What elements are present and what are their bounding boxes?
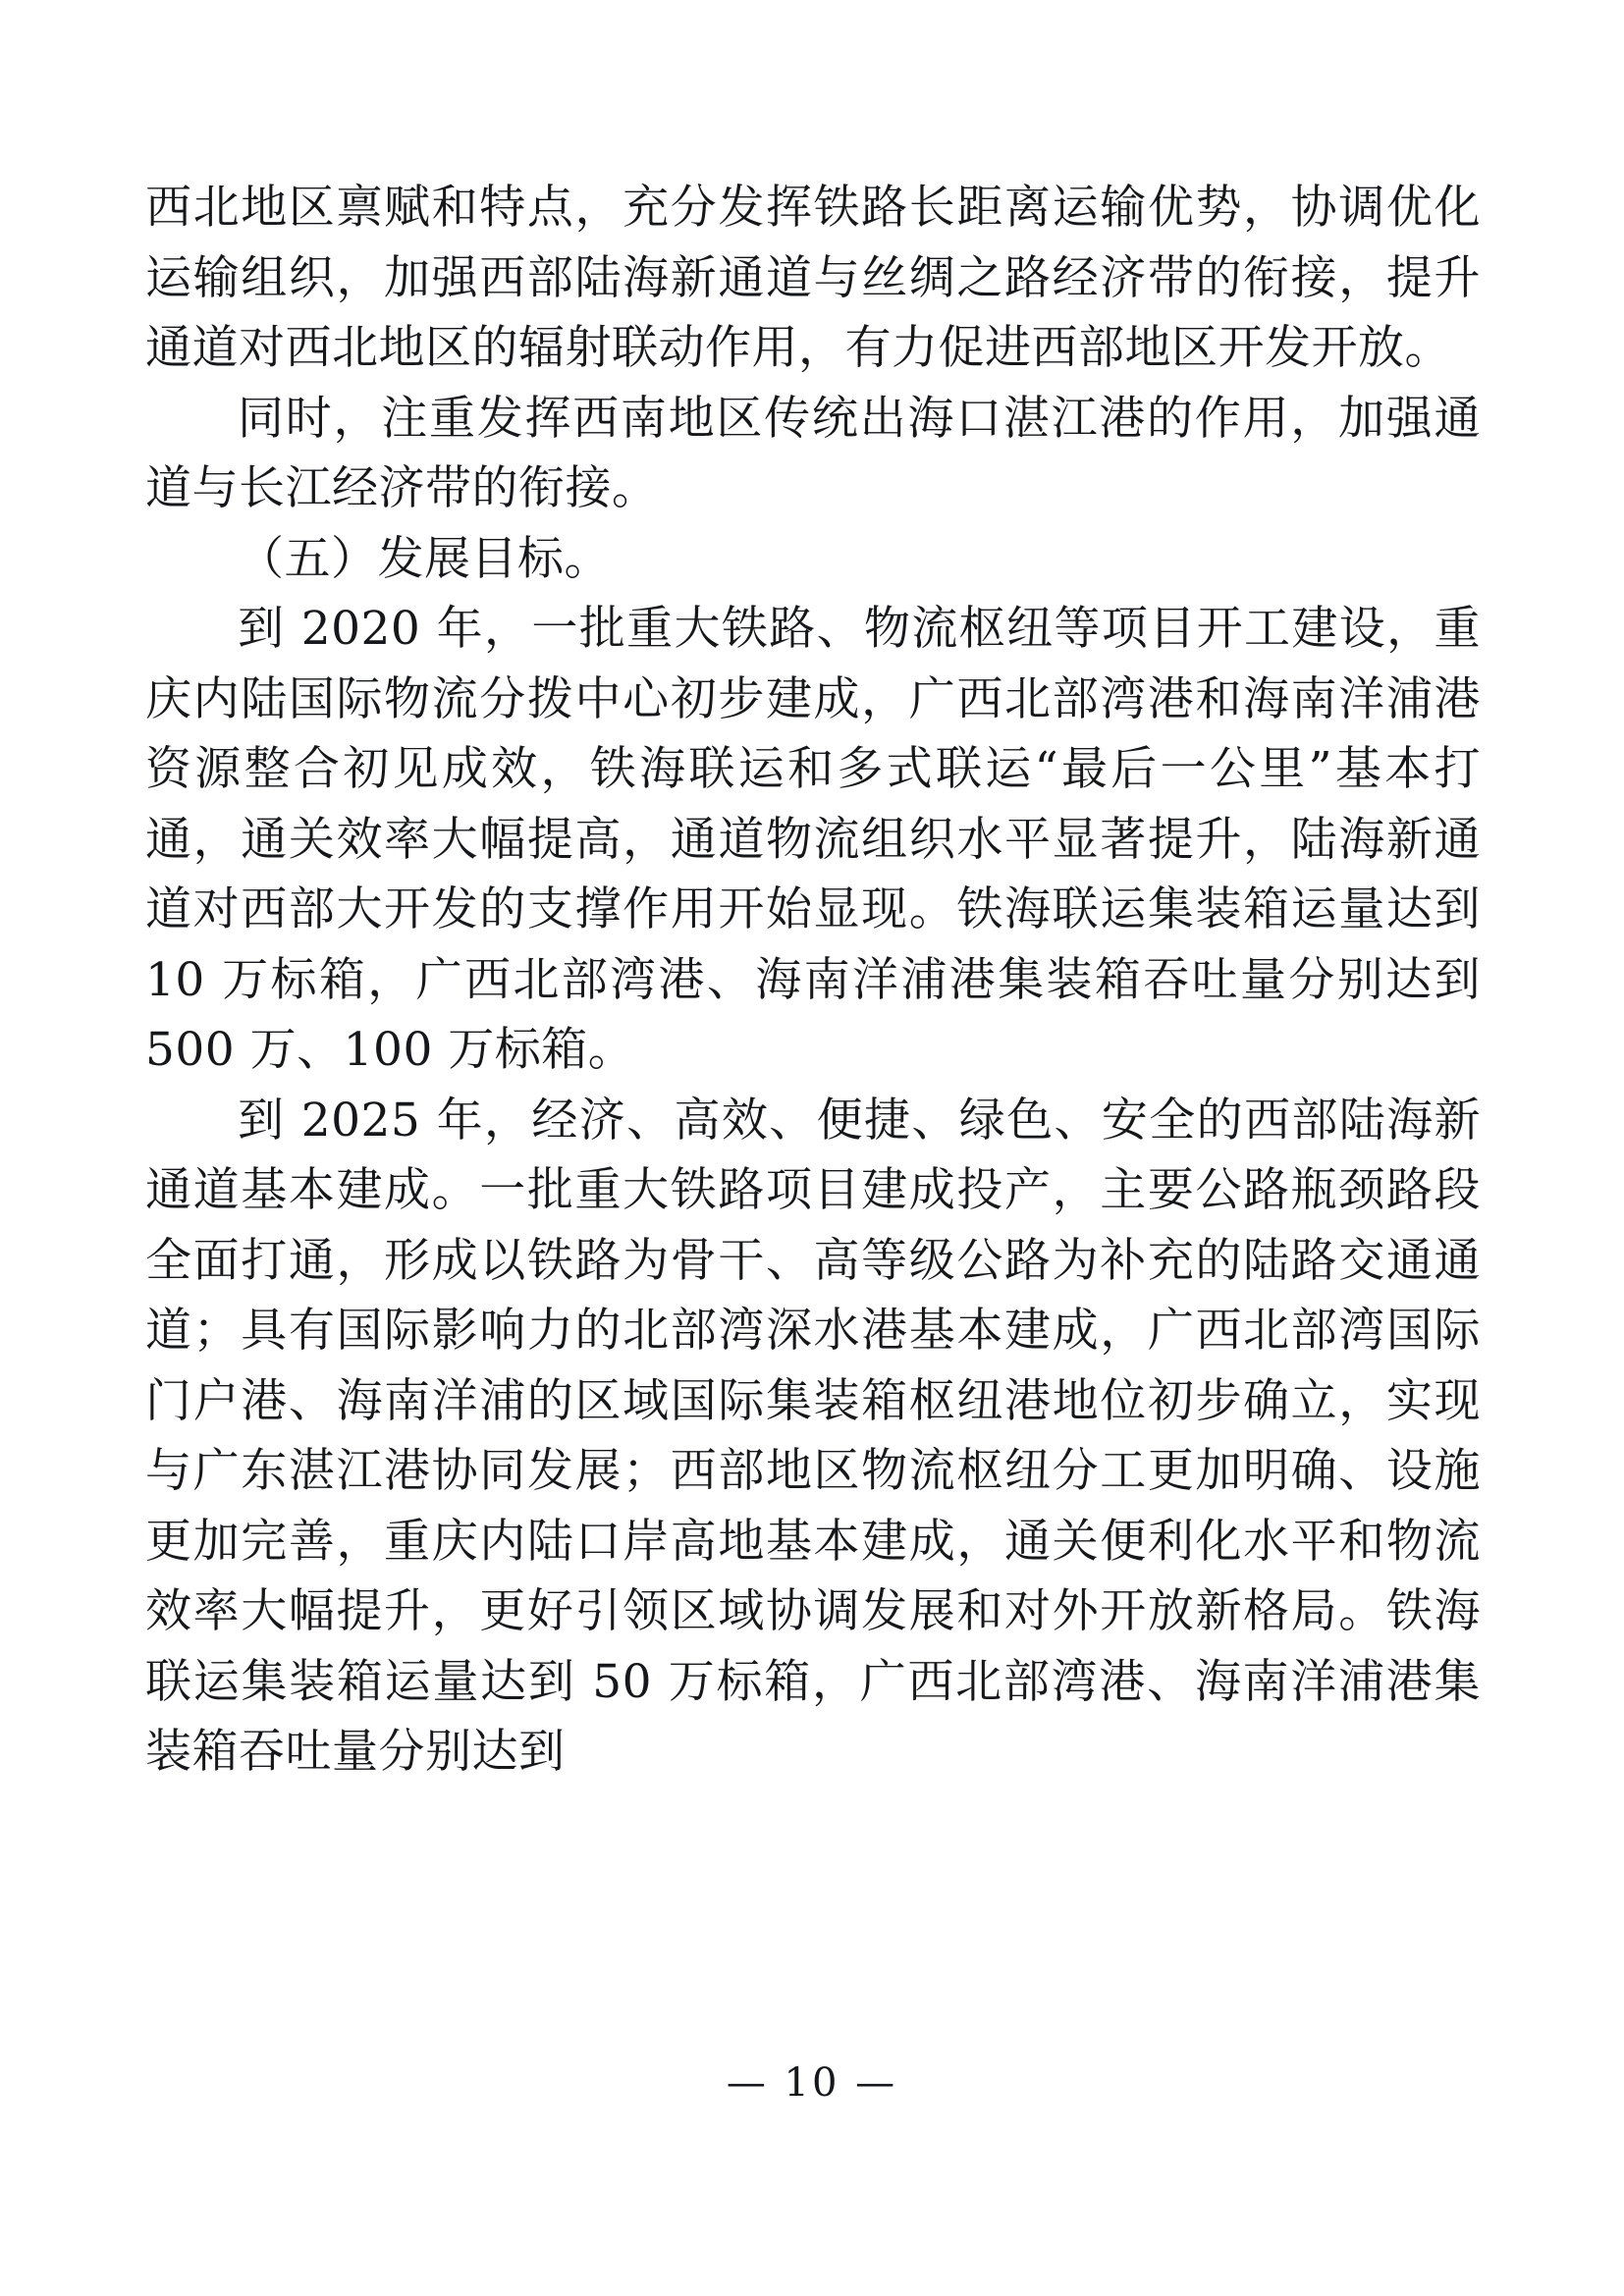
page-number-footer: — 10 — <box>726 2060 898 2106</box>
paragraph-northwest-advantage: 西北地区禀赋和特点，充分发挥铁路长距离运输优势，协调优化运输组织，加强西部陆海新通道与丝绸之路经济带的衔接，提升通道对西北地区的辐射联动作用，有力促进西部地区开发开放。 <box>145 181 1481 375</box>
paragraph-goal-2020: 到 2020 年，一批重大铁路、物流枢纽等项目开工建设，重庆内陆国际物流分拨中心初步建成，广西北部湾港和海南洋浦港资源整合初见成效，铁海联运和多式联运“最后一公里”基本打通，通关效率大幅提高，通道物流组织水平显著提升，陆海新通道对西部大开发的支撑作用开始显现。铁海联运集装箱运量达到 10 万标箱，广西北部湾港、海南洋浦港集装箱吞吐量分别达到 500 万、100 万标箱。 <box>145 602 1481 1077</box>
heading-development-goals: （五）发展目标。 <box>238 531 611 586</box>
page-body <box>145 173 1481 1788</box>
paragraph-zhanjiang-port: 同时，注重发挥西南地区传统出海口湛江港的作用，加强通道与长江经济带的衔接。 <box>145 391 1481 515</box>
paragraph-goal-2025: 到 2025 年，经济、高效、便捷、绿色、安全的西部陆海新通道基本建成。一批重大铁路项目建成投产，主要公路瓶颈路段全面打通，形成以铁路为骨干、高等级公路为补充的陆路交通通道；具有国际影响力的北部湾深水港基本建成，广西北部湾国际门户港、海南洋浦的区域国际集装箱枢纽港地位初步确立，实现与广东湛江港协同发展；西部地区物流枢纽分工更加明确、设施更加完善，重庆内陆口岸高地基本建成，通关便利化水平和物流效率大幅提升，更好引领区域协调发展和对外开放新格局。铁海联运集装箱运量达到 50 万标箱，广西北部湾港、海南洋浦港集装箱吞吐量分别达到 <box>145 1093 1481 1779</box>
